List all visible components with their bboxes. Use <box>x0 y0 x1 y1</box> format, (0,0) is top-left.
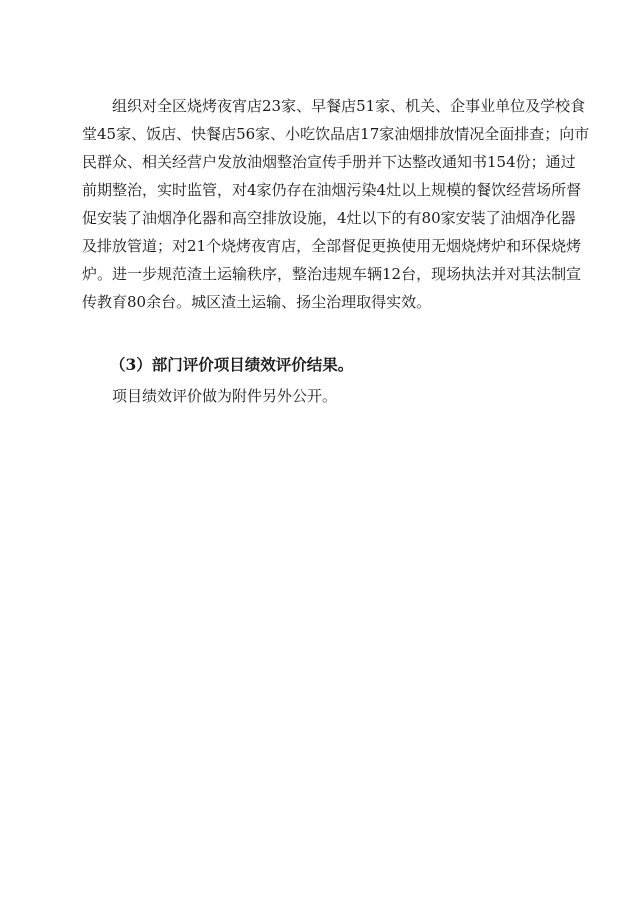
section-heading: （3）部门评价项目绩效评价结果。 <box>110 355 354 374</box>
paragraph-line: 组织对全区烧烤夜宵店23家、早餐店51家、机关、企事业单位及学校食 <box>112 97 586 115</box>
paragraph-line: 及排放管道；对21个烧烤夜宵店，全部督促更换使用无烟烧烤炉和环保烧烤 <box>82 237 582 255</box>
paragraph-line: 炉。进一步规范渣土运输秩序，整治违规车辆12台，现场执法并对其法制宣 <box>82 265 582 283</box>
paragraph-line: 民群众、相关经营户发放油烟整治宣传手册并下达整改通知书154份；通过 <box>82 153 576 171</box>
paragraph-line: 堂45家、饭店、快餐店56家、小吃饮品店17家油烟排放情况全面排查；向市 <box>82 125 590 143</box>
paragraph-performance-evaluation: 项目绩效评价做为附件另外公开。 <box>112 387 338 405</box>
paragraph-oil-fume-rectification <box>82 92 590 316</box>
paragraph-line: 传教育80余台。城区渣土运输、扬尘治理取得实效。 <box>82 293 432 311</box>
paragraph-line: 前期整治，实时监管，对4家仍存在油烟污染4灶以上规模的餐饮经营场所督 <box>82 181 582 199</box>
paragraph-line: 促安装了油烟净化器和高空排放设施，4灶以下的有80家安装了油烟净化器 <box>82 209 576 227</box>
